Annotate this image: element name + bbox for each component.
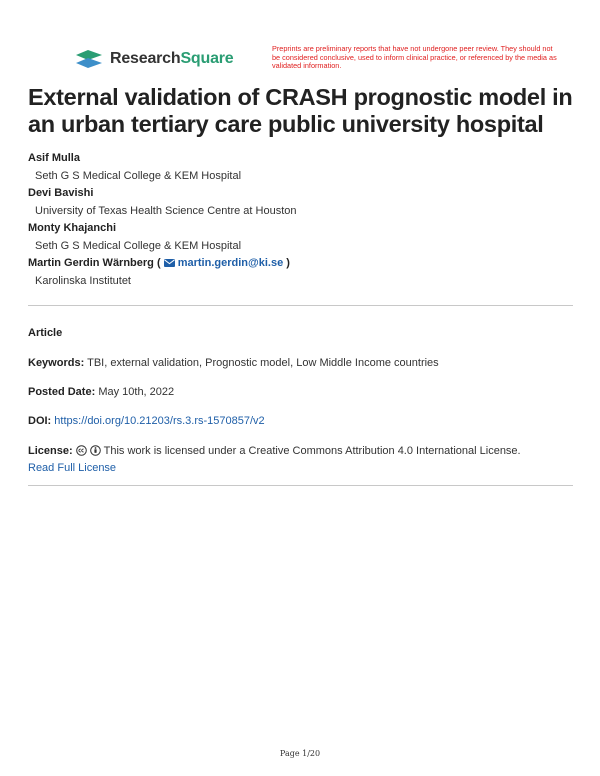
author-entry [28,187,573,218]
author-entry [28,152,573,183]
research-square-logo[interactable] [74,48,234,70]
corresponding-author: Martin Gerdin Wärnberg ( martin.gerdin@ki.se ) [28,257,290,269]
author-name: Monty Khajanchi [28,222,117,234]
license-label: License: [28,445,73,457]
author-affiliation: Seth G S Medical College & KEM Hospital [35,240,242,252]
posted-date [28,385,573,399]
logo-text: ResearchSquare [110,50,234,67]
attribution-icon [90,445,101,456]
divider [28,305,573,306]
author-affiliation: University of Texas Health Science Centre at Houston [35,205,297,217]
creative-commons-icon [76,445,87,456]
author-list [28,152,573,292]
author-affiliation: Karolinska Institutet [35,275,131,287]
article-type: Article [28,327,63,339]
envelope-icon [164,259,175,267]
posted-date-label: Posted Date: [28,386,96,398]
preprint-notice: Preprints are preliminary reports that have not undergone peer review. They should not be considered conclusive, used to inform clinical practice, or referenced by the media as validated information. [272,44,557,71]
license-text: This work is licensed under a Creative Commons Attribution 4.0 International License. [103,445,521,457]
doi-link[interactable]: https://doi.org/10.21203/rs.3.rs-1570857/v2 [54,415,265,427]
posted-date-value: May 10th, 2022 [98,386,175,398]
doi [28,414,573,428]
author-entry [28,257,573,288]
page-number: Page 1/20 [279,749,321,758]
author-name: Martin Gerdin Wärnberg [28,257,154,269]
read-full-license-link[interactable]: Read Full License [28,462,117,474]
keywords-label: Keywords: [28,357,85,369]
author-name: Asif Mulla [28,152,80,164]
research-square-logo-icon [74,48,104,70]
divider [28,485,573,486]
keywords-value: TBI, external validation, Prognostic model, Low Middle Income countries [87,357,439,369]
keywords [28,356,573,370]
author-email-link[interactable]: martin.gerdin@ki.se [164,257,283,269]
author-name: Devi Bavishi [28,187,94,199]
author-entry [28,222,573,253]
license [28,443,573,477]
paper-title: External validation of CRASH prognostic model in an urban tertiary care public university hospital [28,84,573,137]
author-affiliation: Seth G S Medical College & KEM Hospital [35,170,242,182]
doi-label: DOI: [28,415,52,427]
